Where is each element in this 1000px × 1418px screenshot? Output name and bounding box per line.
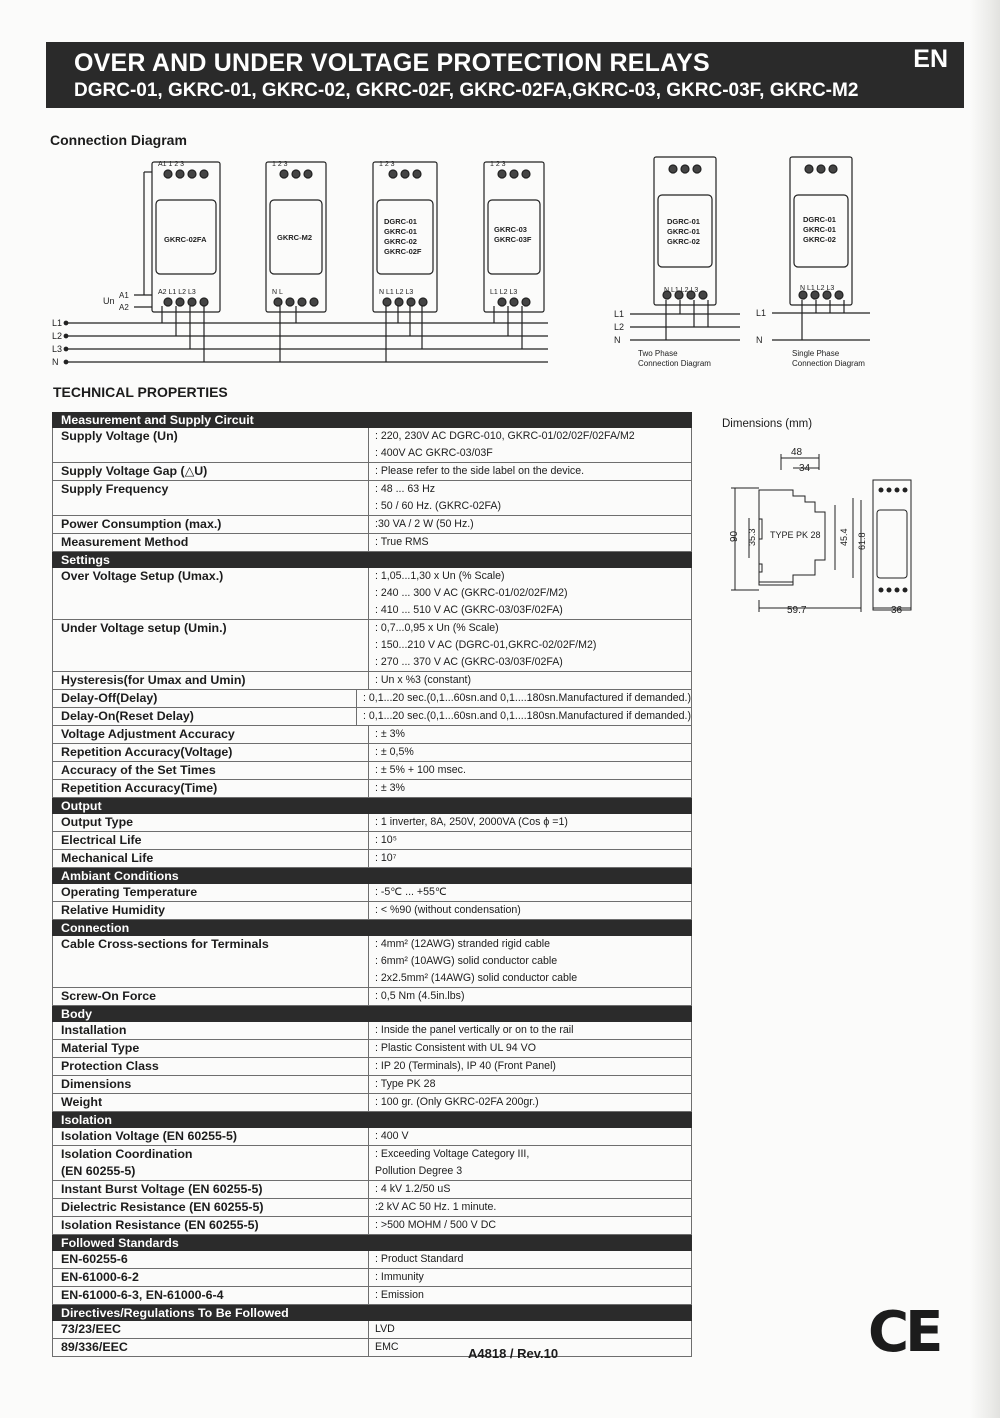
device-label-line: GKRC-01 — [803, 225, 836, 234]
table-row — [52, 744, 692, 762]
table-row — [52, 988, 692, 1006]
device-label-line: DGRC-01 — [384, 217, 417, 226]
model-list: DGRC-01, GKRC-01, GKRC-02, GKRC-02F, GKRC-02FA,GKRC-03, GKRC-03F, GKRC-M2 — [74, 80, 859, 101]
page-title: OVER AND UNDER VOLTAGE PROTECTION RELAYS — [74, 49, 710, 77]
un-label: Un — [103, 296, 115, 306]
terminal-icon — [188, 170, 196, 178]
phase-label: L1 — [756, 308, 767, 318]
table-row — [52, 1094, 692, 1112]
property-value — [369, 902, 691, 919]
property-label: EN-61000-6-3, EN-61000-6-4 — [53, 1287, 369, 1304]
property-label: Delay-Off(Delay) — [53, 690, 357, 707]
table-row — [52, 1217, 692, 1235]
terminal-icon — [383, 298, 391, 306]
property-value — [369, 1199, 691, 1216]
terminal-icon — [401, 170, 409, 178]
value-line: EMC — [375, 1341, 399, 1353]
terminal-icon — [413, 170, 421, 178]
phase-label: L1 — [614, 309, 625, 319]
terminal-icon — [304, 170, 312, 178]
property-label: Supply Voltage (Un) — [53, 428, 369, 462]
table-row — [52, 620, 692, 672]
value-line: : 1 inverter, 8A, 250V, 2000VA (Cos ϕ =1) — [375, 816, 568, 828]
terminal-labels: A2 L1 L2 L3 — [158, 289, 196, 296]
property-value — [369, 620, 691, 671]
property-value — [357, 708, 691, 725]
section-header: Followed Standards — [52, 1235, 692, 1251]
value-line: : 240 ... 300 V AC (GKRC-01/02/02F/M2) — [375, 587, 568, 599]
dim-48: 48 — [791, 447, 803, 458]
property-label: Protection Class — [53, 1058, 369, 1075]
phase-label: N — [614, 335, 621, 345]
value-line: : Immunity — [375, 1271, 424, 1283]
property-value — [369, 516, 691, 533]
terminal-labels: N L1 L2 L3 — [379, 289, 414, 296]
property-value — [369, 568, 691, 619]
property-label: Accuracy of the Set Times — [53, 762, 369, 779]
value-line: : 400 V — [375, 1130, 409, 1142]
property-label: Supply Frequency — [53, 481, 369, 515]
property-label: Delay-On(Reset Delay) — [53, 708, 357, 725]
terminal-icon — [823, 291, 831, 299]
property-value — [369, 463, 691, 480]
property-label: Instant Burst Voltage (EN 60255-5) — [53, 1181, 369, 1198]
value-line: : >500 MOHM / 500 V DC — [375, 1219, 496, 1231]
table-row — [52, 902, 692, 920]
table-row — [52, 1269, 692, 1287]
value-line: : 220, 230V AC DGRC-010, GKRC-01/02/02F/02FA/M2 — [375, 430, 635, 442]
property-label: Isolation Coordination (EN 60255-5) — [53, 1146, 369, 1180]
phase-label: L1 — [52, 318, 63, 328]
table-row — [52, 850, 692, 868]
dim-45-4: 45.4 — [839, 528, 849, 546]
value-line: : 4 kV 1.2/50 uS — [375, 1183, 451, 1195]
value-line: LVD — [375, 1323, 395, 1335]
section-header: Output — [52, 798, 692, 814]
table-row — [52, 780, 692, 798]
property-value — [369, 1094, 691, 1111]
property-label: Weight — [53, 1094, 369, 1111]
terminal-icon — [510, 298, 518, 306]
property-value — [369, 1040, 691, 1057]
property-value — [369, 1181, 691, 1198]
property-label: Supply Voltage Gap (△U) — [53, 463, 369, 480]
value-line: : < %90 (without condensation) — [375, 904, 521, 916]
table-row — [52, 1076, 692, 1094]
caption: Connection Diagram — [638, 359, 711, 368]
terminal-icon — [298, 298, 306, 306]
property-label: Material Type — [53, 1040, 369, 1057]
terminal-labels: N L — [272, 289, 283, 296]
value-line: : 10⁷ — [375, 852, 397, 864]
terminal-labels: 1 2 3 — [272, 161, 288, 168]
property-value — [369, 1076, 691, 1093]
property-label: 73/23/EEC — [53, 1321, 369, 1338]
table-row — [52, 936, 692, 988]
terminal-icon — [693, 165, 701, 173]
dim-35-3: 35.3 — [747, 528, 757, 546]
dimensions-title: Dimensions (mm) — [722, 418, 813, 430]
value-line: : 50 / 60 Hz. (GKRC-02FA) — [375, 500, 501, 512]
terminal-icon — [395, 298, 403, 306]
terminal-icon — [310, 298, 318, 306]
value-line: : IP 20 (Terminals), IP 40 (Front Panel) — [375, 1060, 556, 1072]
terminal-labels: N L1 L2 L3 — [664, 287, 699, 294]
device-label-gkrc-02fa: GKRC-02FA — [164, 235, 207, 244]
property-value — [369, 832, 691, 849]
table-row — [52, 568, 692, 620]
terminal-icon — [829, 165, 837, 173]
table-row — [52, 463, 692, 481]
tech-properties-table — [52, 412, 692, 1357]
phase-label: L2 — [614, 322, 625, 332]
line-dot — [64, 347, 68, 351]
terminal-icon — [522, 170, 530, 178]
device-label-line: GKRC-03 — [494, 225, 527, 234]
property-label: Repetition Accuracy(Voltage) — [53, 744, 369, 761]
property-label: EN-61000-6-2 — [53, 1269, 369, 1286]
device-label-line: GKRC-02 — [667, 237, 700, 246]
terminal-labels: A1 1 2 3 — [158, 161, 185, 168]
value-line: : ± 3% — [375, 782, 405, 794]
table-row — [52, 428, 692, 463]
value-line: : 6mm² (10AWG) solid conductor cable — [375, 955, 558, 967]
property-value — [369, 672, 691, 689]
value-line: : 0,5 Nm (4.5in.lbs) — [375, 990, 465, 1002]
section-header: Ambiant Conditions — [52, 868, 692, 884]
property-value — [369, 1269, 691, 1286]
section-header: Settings — [52, 552, 692, 568]
device-label-line: GKRC-02F — [384, 247, 422, 256]
value-line: : Please refer to the side label on the device. — [375, 465, 585, 477]
value-line: :2 kV AC 50 Hz. 1 minute. — [375, 1201, 497, 1213]
device-label-line: GKRC-01 — [384, 227, 417, 236]
terminal-icon — [188, 298, 196, 306]
property-label: Output Type — [53, 814, 369, 831]
terminal-icon — [389, 170, 397, 178]
caption: Connection Diagram — [792, 359, 865, 368]
value-line: : Product Standard — [375, 1253, 464, 1265]
terminal-icon — [681, 165, 689, 173]
value-line: : Exceeding Voltage Category III, — [375, 1148, 530, 1160]
device-label-line: GKRC-01 — [667, 227, 700, 236]
table-row — [52, 672, 692, 690]
value-line: : 150...210 V AC (DGRC-01,GKRC-02/02F/M2) — [375, 639, 597, 651]
phase-label: L2 — [52, 331, 63, 341]
terminal-icon — [176, 170, 184, 178]
table-row — [52, 1339, 692, 1357]
property-label: Dielectric Resistance (EN 60255-5) — [53, 1199, 369, 1216]
terminal-icon — [805, 165, 813, 173]
section-header: Isolation — [52, 1112, 692, 1128]
line-dot — [64, 321, 68, 325]
property-label: Under Voltage setup (Umin.) — [53, 620, 369, 671]
terminal-labels: L1 L2 L3 — [490, 289, 518, 296]
connection-diagram-title: Connection Diagram — [50, 132, 187, 148]
property-value — [369, 936, 691, 987]
language-code: EN — [913, 45, 948, 73]
value-line: :30 VA / 2 W (50 Hz.) — [375, 518, 474, 530]
terminal-icon — [419, 298, 427, 306]
phase-label: N — [756, 335, 763, 345]
device-label-line: GKRC-03F — [494, 235, 532, 244]
line-dot — [64, 334, 68, 338]
ce-mark: CE — [868, 1300, 940, 1365]
value-line: : 270 ... 370 V AC (GKRC-03/03F/02FA) — [375, 656, 563, 668]
dim-59-7: 59.7 — [787, 605, 807, 616]
value-line: : 0,7...0,95 x Un (% Scale) — [375, 622, 499, 634]
value-line: : Inside the panel vertically or on to the rail — [375, 1024, 574, 1036]
terminal-icon — [699, 291, 707, 299]
table-row — [52, 1287, 692, 1305]
property-label: Screw-On Force — [53, 988, 369, 1005]
property-value — [369, 1287, 691, 1304]
property-value — [369, 428, 691, 462]
terminal-icon — [669, 165, 677, 173]
table-row — [52, 708, 692, 726]
value-line: : ± 5% + 100 msec. — [375, 764, 466, 776]
property-label: Measurement Method — [53, 534, 369, 551]
terminal-icon — [200, 170, 208, 178]
table-row — [52, 762, 692, 780]
table-row — [52, 1128, 692, 1146]
terminal-icon — [510, 170, 518, 178]
caption: Single Phase — [792, 349, 840, 358]
device-label-line: GKRC-02 — [803, 235, 836, 244]
property-label: Over Voltage Setup (Umax.) — [53, 568, 369, 619]
property-label: Installation — [53, 1022, 369, 1039]
property-label: Mechanical Life — [53, 850, 369, 867]
property-label: 89/336/EEC — [53, 1339, 369, 1356]
value-line: : Plastic Consistent with UL 94 VO — [375, 1042, 536, 1054]
terminal-icon — [200, 298, 208, 306]
phase-label: N — [52, 357, 59, 367]
value-line: : 0,1...20 sec.(0,1...60sn.and 0,1....180sn.Manufactured if demanded.) — [362, 710, 691, 722]
value-line: : 400V AC GKRC-03/03F — [375, 447, 493, 459]
value-line: : 100 gr. (Only GKRC-02FA 200gr.) — [375, 1096, 539, 1108]
device-label-line: GKRC-02 — [384, 237, 417, 246]
property-value — [369, 726, 691, 743]
table-row — [52, 690, 692, 708]
terminal-icon — [811, 291, 819, 299]
terminal-icon — [498, 170, 506, 178]
property-value — [369, 762, 691, 779]
value-line: : 0,1...20 sec.(0,1...60sn.and 0,1....180sn.Manufactured if demanded.) — [362, 692, 691, 704]
property-value — [369, 744, 691, 761]
section-header: Connection — [52, 920, 692, 936]
value-line: : Type PK 28 — [375, 1078, 436, 1090]
terminal-labels: 1 2 3 — [379, 161, 395, 168]
property-value — [357, 690, 691, 707]
property-label: Electrical Life — [53, 832, 369, 849]
dim-61-8: 61.8 — [857, 532, 867, 550]
dim-34: 34 — [799, 463, 811, 474]
table-row — [52, 1181, 692, 1199]
dimensions-drawing — [715, 440, 915, 620]
table-row — [52, 516, 692, 534]
table-row — [52, 1022, 692, 1040]
terminal-icon — [835, 291, 843, 299]
property-value — [369, 884, 691, 901]
value-line: : 4mm² (12AWG) stranded rigid cable — [375, 938, 551, 950]
connection-diagram — [0, 150, 1000, 380]
table-row — [52, 1251, 692, 1269]
property-value — [369, 850, 691, 867]
revision-label: A4818 / Rev.10 — [468, 1346, 559, 1361]
property-value — [369, 1058, 691, 1075]
terminal-icon — [522, 298, 530, 306]
table-row — [52, 726, 692, 744]
value-line: : ± 3% — [375, 728, 405, 740]
property-value — [369, 534, 691, 551]
caption: Two Phase — [638, 349, 678, 358]
terminal-icon — [164, 170, 172, 178]
value-line: : -5℃ ... +55℃ — [375, 886, 447, 898]
property-label: Repetition Accuracy(Time) — [53, 780, 369, 797]
property-value — [369, 1022, 691, 1039]
line-dot — [64, 360, 68, 364]
value-line: : 10⁵ — [375, 834, 398, 846]
phase-label: L3 — [52, 344, 63, 354]
value-line: : Emission — [375, 1289, 424, 1301]
property-label: Isolation Voltage (EN 60255-5) — [53, 1128, 369, 1145]
table-row — [52, 832, 692, 850]
property-value — [369, 1128, 691, 1145]
value-line: : Un x %3 (constant) — [375, 674, 471, 686]
terminal-icon — [799, 291, 807, 299]
terminal-icon — [407, 298, 415, 306]
table-row — [52, 481, 692, 516]
property-label: Dimensions — [53, 1076, 369, 1093]
type-pk28-label: TYPE PK 28 — [770, 530, 821, 540]
device-label-gkrc-m2: GKRC-M2 — [277, 233, 312, 242]
table-row — [52, 1040, 692, 1058]
terminal-icon — [280, 170, 288, 178]
table-row — [52, 534, 692, 552]
property-label: EN-60255-6 — [53, 1251, 369, 1268]
terminal-labels: 1 2 3 — [490, 161, 506, 168]
dim-90: 90 — [729, 530, 740, 542]
property-value — [369, 1251, 691, 1268]
terminal-icon — [498, 298, 506, 306]
terminal-icon — [817, 165, 825, 173]
property-label: Relative Humidity — [53, 902, 369, 919]
page-header — [46, 42, 964, 108]
table-row — [52, 1321, 692, 1339]
a1-label: A1 — [119, 291, 129, 300]
device-label-line: DGRC-01 — [803, 215, 836, 224]
section-header: Body — [52, 1006, 692, 1022]
property-label: Power Consumption (max.) — [53, 516, 369, 533]
property-value — [369, 1321, 691, 1338]
value-line: Pollution Degree 3 — [375, 1165, 463, 1177]
property-value — [369, 988, 691, 1005]
property-label: Cable Cross-sections for Terminals — [53, 936, 369, 987]
value-line: : 2x2.5mm² (14AWG) solid conductor cable — [375, 972, 578, 984]
value-line: : True RMS — [375, 536, 429, 548]
table-row — [52, 1199, 692, 1217]
property-label: Voltage Adjustment Accuracy — [53, 726, 369, 743]
value-line: : 410 ... 510 V AC (GKRC-03/03F/02FA) — [375, 604, 563, 616]
dim-36: 36 — [891, 605, 903, 616]
a2-label: A2 — [119, 303, 129, 312]
section-header: Measurement and Supply Circuit — [52, 412, 692, 428]
section-header: Directives/Regulations To Be Followed — [52, 1305, 692, 1321]
terminal-labels: N L1 L2 L3 — [800, 285, 835, 292]
property-value — [369, 1217, 691, 1234]
terminal-icon — [274, 298, 282, 306]
table-row — [52, 1146, 692, 1181]
table-row — [52, 1058, 692, 1076]
value-line: : 1,05...1,30 x Un (% Scale) — [375, 570, 505, 582]
value-line: : ± 0,5% — [375, 746, 414, 758]
property-value — [369, 814, 691, 831]
terminal-icon — [286, 298, 294, 306]
device-label-line: DGRC-01 — [667, 217, 700, 226]
property-label: Operating Temperature — [53, 884, 369, 901]
property-label: Hysteresis(for Umax and Umin) — [53, 672, 369, 689]
property-value — [369, 780, 691, 797]
terminal-icon — [292, 170, 300, 178]
property-label: Isolation Resistance (EN 60255-5) — [53, 1217, 369, 1234]
value-line: : 48 ... 63 Hz — [375, 483, 436, 495]
tech-properties-title: TECHNICAL PROPERTIES — [53, 384, 228, 400]
table-row — [52, 884, 692, 902]
property-value — [369, 1146, 691, 1180]
table-row — [52, 814, 692, 832]
property-value — [369, 481, 691, 515]
terminal-icon — [164, 298, 172, 306]
terminal-icon — [176, 298, 184, 306]
